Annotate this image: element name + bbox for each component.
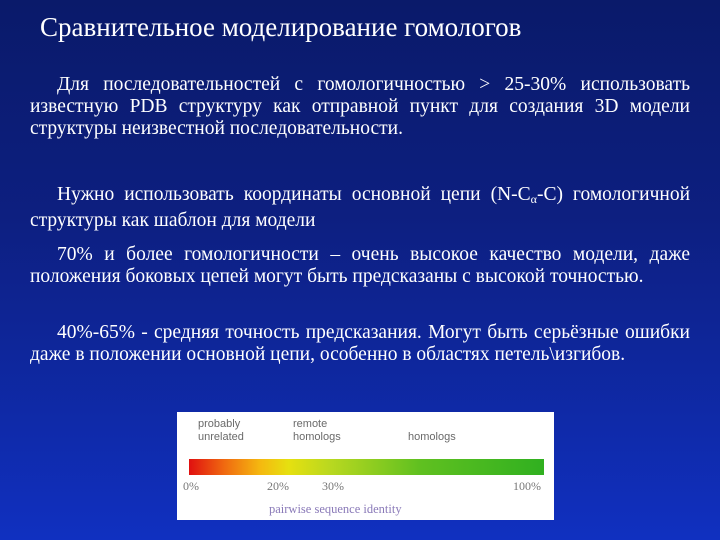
label-remote-homologs [293,418,341,444]
tick-0-percent: 0% [183,479,199,493]
axis-title: pairwise sequence identity [269,502,402,516]
paragraph-medium-homology: 40%-65% - средняя точность предсказания. Могут быть серьёзные ошибки даже в положении основной цепи, особенно в областях петель\изгибов. [30,322,690,365]
label-unrelated-line1: probably [198,418,241,430]
tick-20-percent: 20% [267,479,289,493]
paragraph-backbone-text-start: Нужно использовать координаты основной цепи (N-C [57,184,531,205]
alpha-subscript: α [530,192,537,206]
slide-title: Сравнительное моделирование гомологов [40,12,522,42]
paragraph-homology-threshold: Для последовательностей с гомологичностью > 25-30% использовать известную PDB структуру как отправной пункт для создания 3D модели структуры неизвестной последовательности. [30,74,690,139]
tick-100-percent: 100% [513,479,541,493]
label-remote-line2: homologs [293,431,341,443]
label-remote-line1: remote [293,418,328,430]
label-homologs: homologs [408,431,456,443]
tick-30-percent: 30% [322,479,344,493]
paragraph-backbone-text-end: -C) гомологичной структуры как шаблон для модели [30,184,691,231]
paragraph-backbone-template [30,184,690,232]
sequence-identity-figure [177,412,554,520]
paragraph-high-homology: 70% и более гомологичности – очень высокое качество модели, даже положения боковых цепей могут быть предсказаны с высокой точностью. [30,244,690,287]
identity-gradient-bar [189,459,544,475]
label-probably-unrelated [198,418,244,444]
label-unrelated-line2: unrelated [198,431,244,443]
